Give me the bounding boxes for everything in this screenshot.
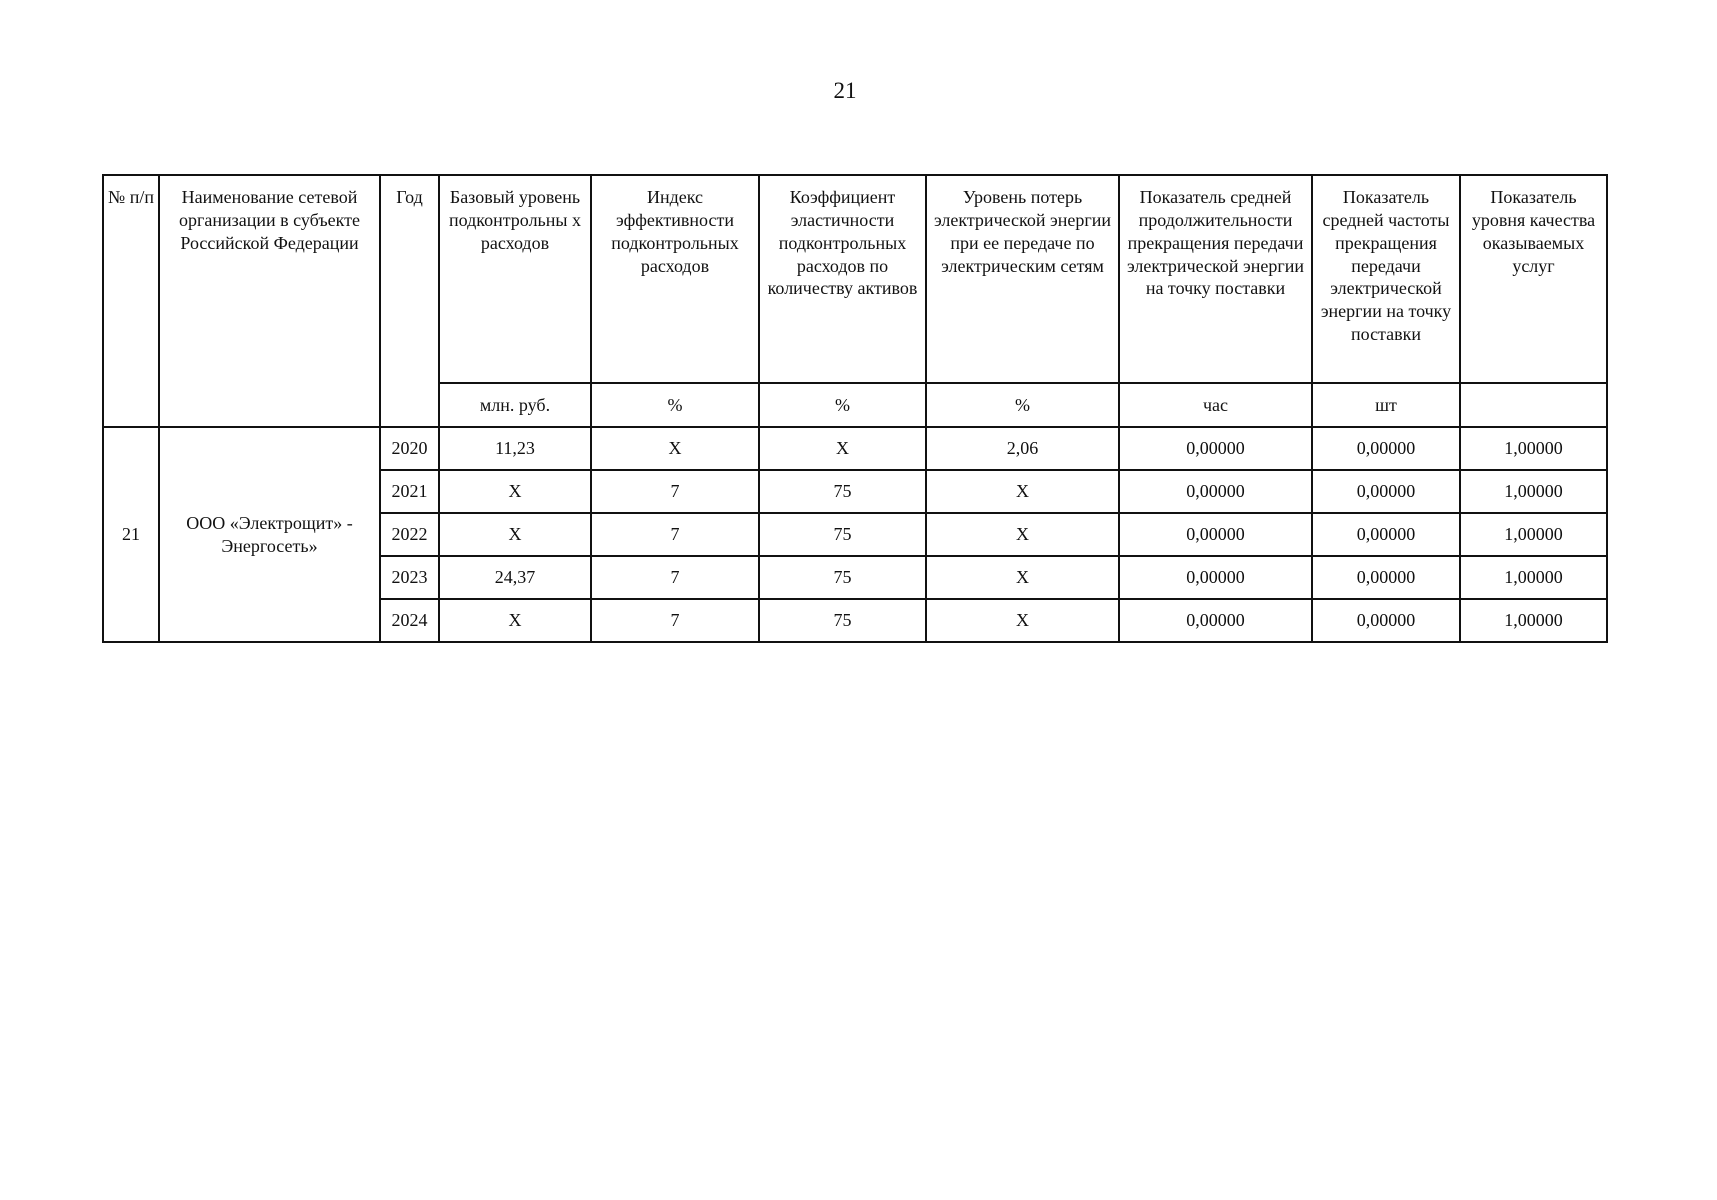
unit-cell: шт [1312, 383, 1460, 427]
value-cell: 0,00000 [1312, 470, 1460, 513]
header-elasticity-coefficient: Коэффициент эластичности подконтрольных расходов по количеству активов [759, 175, 926, 383]
unit-cell: % [591, 383, 759, 427]
value-cell: 2,06 [926, 427, 1119, 470]
entry-number: 21 [103, 427, 159, 642]
value-cell: X [926, 556, 1119, 599]
header-service-quality: Показатель уровня качества оказываемых услуг [1460, 175, 1607, 383]
value-cell: 75 [759, 513, 926, 556]
unit-cell: час [1119, 383, 1312, 427]
value-cell: 1,00000 [1460, 513, 1607, 556]
value-cell: 24,37 [439, 556, 591, 599]
value-cell: X [759, 427, 926, 470]
organization-name: ООО «Электрощит» - Энергосеть» [159, 427, 380, 642]
value-cell: 0,00000 [1312, 599, 1460, 642]
header-energy-loss-level: Уровень потерь электрической энергии при ее передаче по электрическим сетям [926, 175, 1119, 383]
indicators-table [102, 174, 1608, 643]
value-cell: X [439, 470, 591, 513]
header-year: Год [380, 175, 439, 427]
value-cell: X [439, 513, 591, 556]
value-cell: 75 [759, 599, 926, 642]
unit-cell: % [759, 383, 926, 427]
header-row [103, 175, 1607, 383]
value-cell: X [591, 427, 759, 470]
year-cell: 2020 [380, 427, 439, 470]
year-cell: 2024 [380, 599, 439, 642]
value-cell: X [439, 599, 591, 642]
value-cell: 0,00000 [1119, 427, 1312, 470]
value-cell: 0,00000 [1312, 427, 1460, 470]
value-cell: 11,23 [439, 427, 591, 470]
value-cell: 1,00000 [1460, 427, 1607, 470]
value-cell: 0,00000 [1312, 513, 1460, 556]
header-efficiency-index: Индекс эффективности подконтрольных расходов [591, 175, 759, 383]
header-avg-interruption-frequency: Показатель средней частоты прекращения передачи электрической энергии на точку поставки [1312, 175, 1460, 383]
page-number: 21 [833, 78, 857, 103]
table-row [103, 427, 1607, 470]
value-cell: X [926, 513, 1119, 556]
value-cell: X [926, 599, 1119, 642]
value-cell: 7 [591, 599, 759, 642]
value-cell: 1,00000 [1460, 470, 1607, 513]
year-cell: 2022 [380, 513, 439, 556]
value-cell: 75 [759, 470, 926, 513]
value-cell: 0,00000 [1119, 599, 1312, 642]
year-cell: 2021 [380, 470, 439, 513]
value-cell: 0,00000 [1312, 556, 1460, 599]
value-cell: 7 [591, 513, 759, 556]
value-cell: 75 [759, 556, 926, 599]
unit-cell: млн. руб. [439, 383, 591, 427]
unit-cell: % [926, 383, 1119, 427]
value-cell: 0,00000 [1119, 470, 1312, 513]
unit-cell [1460, 383, 1607, 427]
header-organization: Наименование сетевой организации в субъекте Российской Федерации [159, 175, 380, 427]
header-avg-interruption-duration: Показатель средней продолжительности прекращения передачи электрической энергии на точку поставки [1119, 175, 1312, 383]
value-cell: 0,00000 [1119, 556, 1312, 599]
value-cell: 1,00000 [1460, 599, 1607, 642]
value-cell: 1,00000 [1460, 556, 1607, 599]
value-cell: 7 [591, 470, 759, 513]
value-cell: X [926, 470, 1119, 513]
value-cell: 7 [591, 556, 759, 599]
year-cell: 2023 [380, 556, 439, 599]
header-base-cost-level: Базовый уровень подконтрольны х расходов [439, 175, 591, 383]
value-cell: 0,00000 [1119, 513, 1312, 556]
header-number: № п/п [103, 175, 159, 427]
